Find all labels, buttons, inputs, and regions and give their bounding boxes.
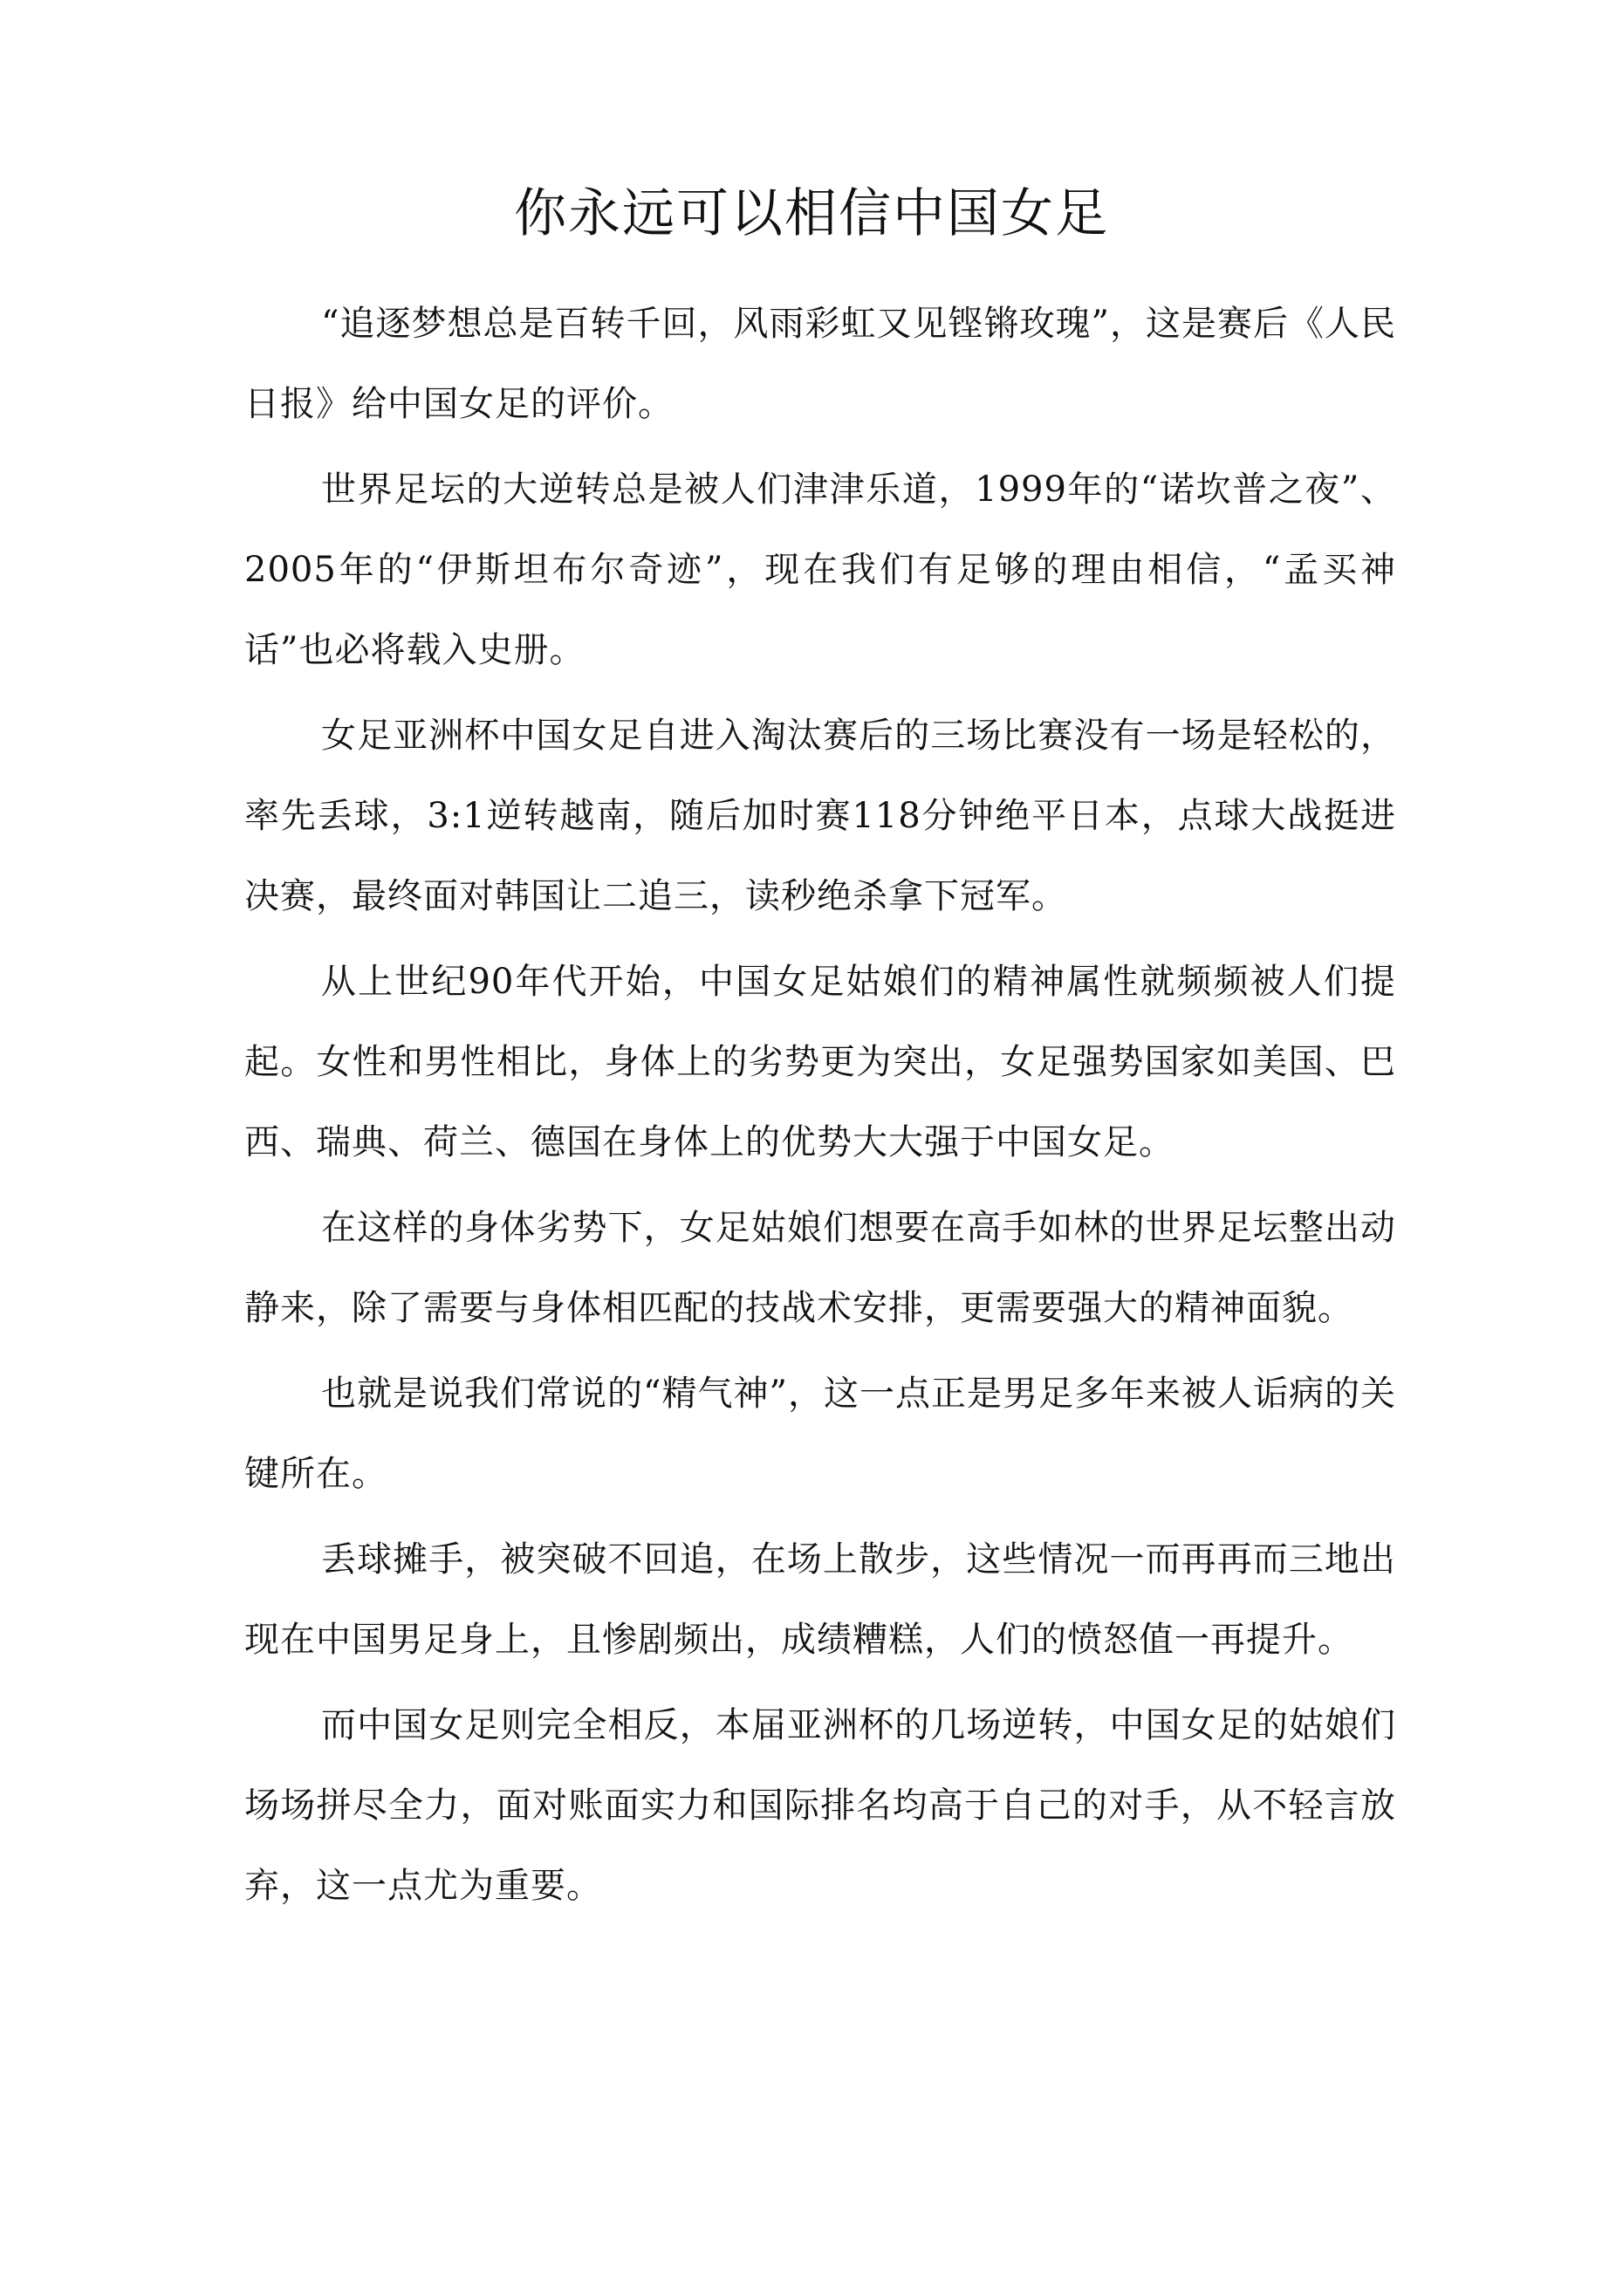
paragraph: 而中国女足则完全相反，本届亚洲杯的几场逆转，中国女足的姑娘们场场拼尽全力，面对账面实力和国际排名均高于自己的对手，从不轻言放弃，这一点尤为重要。 <box>244 1705 1396 1906</box>
paragraph: “追逐梦想总是百转千回，风雨彩虹又见铿锵玫瑰”，这是赛后《人民日报》给中国女足的评价。 <box>244 304 1396 424</box>
paragraph: 在这样的身体劣势下，女足姑娘们想要在高手如林的世界足坛整出动静来，除了需要与身体相匹配的技战术安排，更需要强大的精神面貌。 <box>244 1208 1396 1328</box>
paragraph: 丢球摊手，被突破不回追，在场上散步，这些情况一而再再而三地出现在中国男足身上，且惨剧频出，成绩糟糕，人们的愤怒值一再提升。 <box>244 1539 1396 1660</box>
paragraph: 从上世纪90年代开始，中国女足姑娘们的精神属性就频频被人们提起。女性和男性相比，身体上的劣势更为突出，女足强势国家如美国、巴西、瑞典、荷兰、德国在身体上的优势大大强于中国女足。 <box>244 962 1396 1162</box>
document-body <box>244 284 1396 1931</box>
document-title: 你永远可以相信中国女足 <box>514 183 1109 244</box>
paragraph: 世界足坛的大逆转总是被人们津津乐道，1999年的“诺坎普之夜”、2005年的“伊斯坦布尔奇迹”，现在我们有足够的理由相信，“孟买神话”也必将载入史册。 <box>244 469 1396 670</box>
paragraph: 女足亚洲杯中国女足自进入淘汰赛后的三场比赛没有一场是轻松的，率先丢球，3:1逆转越南，随后加时赛118分钟绝平日本，点球大战挺进决赛，最终面对韩国让二追三，读秒绝杀拿下冠军。 <box>244 716 1396 916</box>
paragraph: 也就是说我们常说的“精气神”，这一点正是男足多年来被人诟病的关键所在。 <box>244 1374 1396 1494</box>
